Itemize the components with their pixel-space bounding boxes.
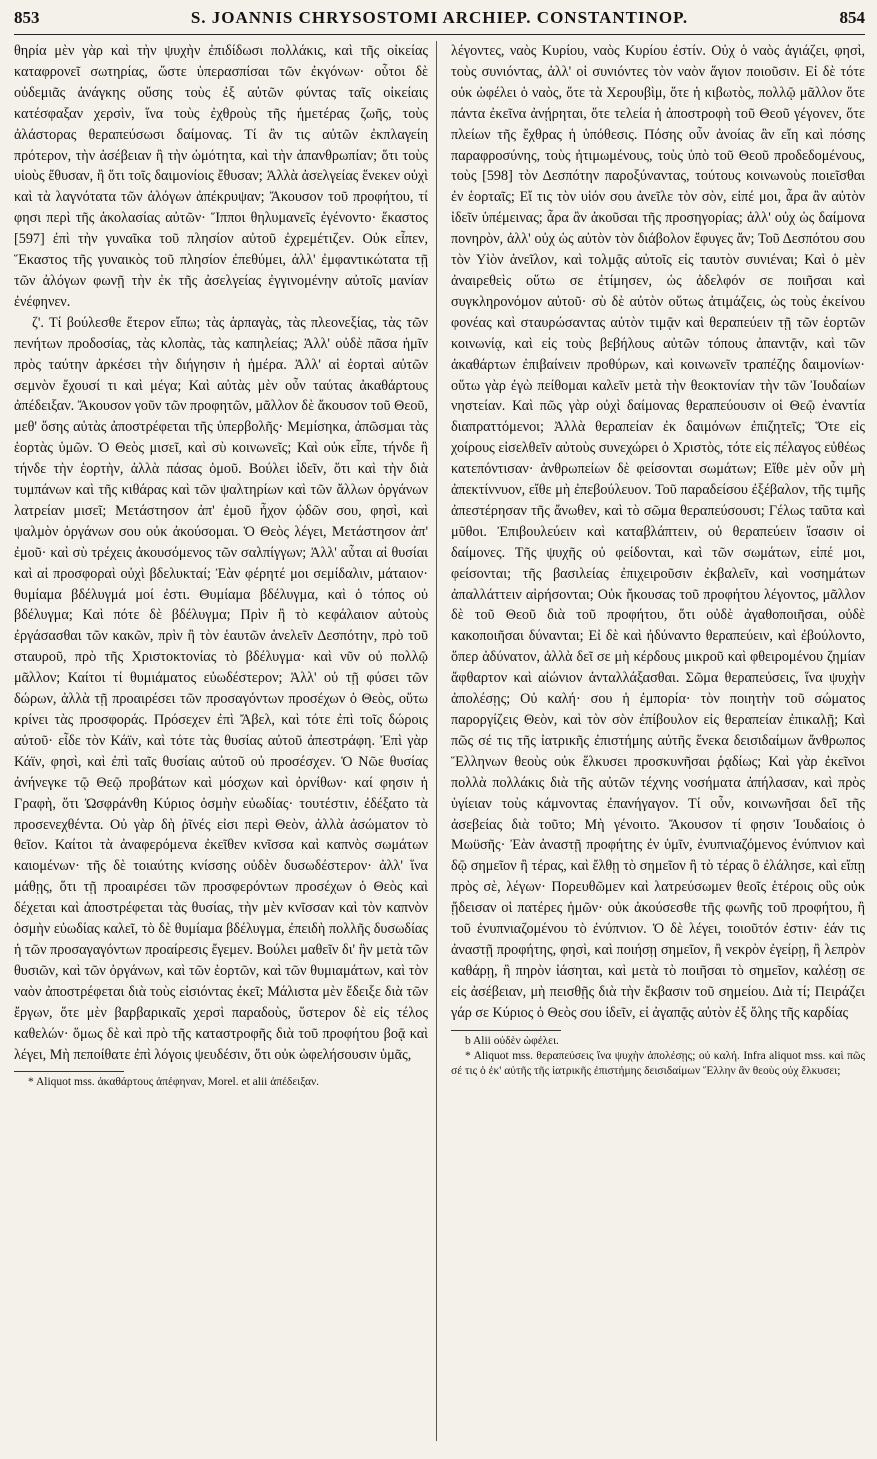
paragraph: λέγοντες, ναὸς Κυρίου, ναὸς Κυρίου ἐστίν. Οὐχ ὁ ναὸς ἁγιάζει, φησὶ, τοὺς συνιόντας, ἀλλ' οἱ συνιόντες τὸν ναὸν ἅγιον ποιοῦσιν. Εἰ δὲ τότε οὐκ ὠφέλει ὁ ναὸς, ὅτε τὰ Χερουβὶμ, ὅτε ἡ κιβωτὸς, πολλῷ μᾶλλον ὅτε πάντα ἐκεῖνα ἀνῄρηται, ὅτε τελεία ἡ ἀποστροφὴ τοῦ Θεοῦ γέγονεν, ὅτε πλείων τῆς ἔχθρας ἡ ὑπόθεσις. Πόσης οὖν ἀνοίας ἂν εἴη καὶ πόσης παραφροσύνης, τοὺς ἠτιμωμένους, τοὺς ὑπὸ τοῦ Θεοῦ προδεδομένους, τοὺς [598] τὸν Δεσπότην παροξύναντας, τούτους κοινωνοὺς ποιεῖσθαι ἐν ἑορταῖς; Εἴ τις τὸν υἱόν σου ἀνεῖλε τὸν σὸν, εἰπέ μοι, ἆρα ἂν αὐτὸν ἰδεῖν ὑπέμεινας; ἆρα ἂν ἀκοῦσαι τῆς προσηγορίας; ἀλλ' οὐχ ὡς δαίμονα πονηρὸν, ἀλλ' οὐχ ὡς αὐτὸν τὸν διάβολον ἔφυγες ἄν; Τοῦ Δεσπότου σου τὸν Υἱὸν ἀνεῖλον, καὶ τολμᾷς αὐτοῖς εἰς ταυτὸν συνιέναι; Καὶ ὁ μὲν ἀναιρεθεὶς οὕτω σε ἐτίμησεν, ὡς ἀδελφόν σε ποιῆσαι καὶ συγκληρονόμον αὐτοῦ· σὺ δὲ αὐτὸν οὕτως ἀτιμάζεις, ὡς τοὺς ἐκείνου φονέας καὶ σταυρώσαντας αὐτὸν τιμᾷν καὶ θεραπεύειν τῇ τῶν ἑορτῶν κοινωνίᾳ, καὶ εἰς τοὺς βεβήλους αὐτῶν τόπους ἀπαντᾷν, καὶ τῶν ἀκαθάρτων ἐπιβαίνειν προθύρων, καὶ κοινωνεῖν τραπέζης δαιμονίων· οὕτω γὰρ ἐγὼ πείθομαι καλεῖν μετὰ τὴν θεοκτονίαν τὴν τῶν Ἰουδαίων νηστείαν. Καὶ πῶς γὰρ οὐχὶ δαίμονας θεραπεύουσιν οἱ Θεῷ ἐναντία διαπραττόμενοι; Ἀλλὰ θεραπείαν ἐκ δαιμόνων ἐπιζητεῖς; Ὅτε εἰς χοίρους εἰσελθεῖν αὐτοὺς συνεχώρει ὁ Χριστὸς, τότε εἰς πέλαγος εὐθέως κατεπόντισαν· ἀνθρωπείων δὲ φείσονται σωμάτων; Εἴθε μὲν οὖν μὴ ἀπεκτίννυον, εἴθε μὴ ἐπεβούλευον. Τοῦ παραδείσου ἐξέβαλον, τῆς τιμῆς ἀπεστέρησαν τῆς ἄνωθεν, καὶ τὸ σῶμα θεραπεύσουσι; Γέλως ταῦτα καὶ μῦθοι. Ἐπιβουλεύειν καὶ καταβλάπτειν, οὐ θεραπεύειν ἴσασιν οἱ δαίμονες. Τῆς ψυχῆς οὐ φείδονται, καὶ τῶν σωμάτων, εἰπέ μοι, φείσονται; τῆς βασιλείας ἐπιχειροῦσιν ἐκβαλεῖν, καὶ νοσημάτων ἀπαλλάττειν αἱρήσονται; Οὐκ ἤκουσας τοῦ προφήτου λέγοντος, μᾶλλον δὲ τοῦ Θεοῦ διὰ τοῦ προφήτου, ὅτι οὐδὲ ἀγαθοποιῆσαι, οὐδὲ κακοποιῆσαι δύνανται; Εἰ δὲ καὶ ἠδύναντο θεραπεύειν, καὶ ἐβούλοντο, ὅπερ ἀδύνατον, ἀλλὰ δεῖ σε μὴ κέρδους μικροῦ καὶ φθειρομένου ζημίαν ἄφθαρτον καὶ αἰώνιον ἀνταλλάξασθαι. Σῶμα θεραπεύσεις, ἵνα ψυχὴν ἀπολέσῃς; Οὐ καλή· σου ἡ ἐμπορία· τὸν ποιητὴν τοῦ σώματος παροργίζεις Θεὸν, καὶ τὸν σὸν ἐπίβουλον εἰς θεραπείαν ἐπικαλῇ; Καὶ πῶς σέ τις τῆς ἰατρικῆς ἐπιστήμης αὐτῆς ἕνεκα δεισιδαίμων ἄνθρωπος Ἕλληνων θεοὺς οὐκ ἕλκυσει προσκυνῆσαι ῥᾳδίως; Καὶ γὰρ ἐκεῖνοι πολλὰ πολλάκις διὰ τῆς αὐτῶν τέχνης νοσήματα ἀπήλασαν, καὶ πρὸς ὑγίειαν τοὺς κάμνοντας ἐπανήγαγον. Τί οὖν, κοινωνῆσαι δεῖ τῆς ἀσεβείας διὰ τοῦτο; Μὴ γένοιτο. Ἄκουσον τί φησιν Ἰουδαίοις ὁ Μωϋσῆς· Ἐὰν ἀναστῇ προφήτης ἐν ὑμῖν, ἐνυπνιαζόμενος ἐνύπνιον καὶ δῷ σημεῖον ἢ τέρας, καὶ ἔλθῃ τὸ σημεῖον ἢ τὸ τέρας ὃ ἐλάλησε, καὶ εἴπῃ πρὸς σὲ, λέγων· Πορευθῶμεν καὶ λατρεύσωμεν θεοῖς ἑτέροις οὓς οὐκ ᾔδεισαν οἱ πατέρες ἡμῶν· οὐκ ἀκούσεσθε τῆς φωνῆς τοῦ προφήτου, ἢ τοῦ ἐνυπνιαζομένου τὸ ἐνύπνιον. Ὁ δὲ λέγει, τοιοῦτόν ἐστιν· ἐάν τις ἀναστῇ προφήτης, φησὶ, καὶ ποιήσῃ σημεῖον, ἢ νεκρὸν ἐγείρῃ, ἢ λεπρὸν καθάρῃ, ἢ πηρὸν ἰάσηται, καὶ μετὰ τὸ ποιῆσαι τὸ σημεῖον, καλέσῃ σε εἰς ἀσέβειαν, μὴ πεισθῇς διὰ τὴν ἔκβασιν τοῦ σημείου. Διὰ τί; Πειράζει γάρ σε Κύριος ὁ Θεὸς σου ἰδεῖν, εἰ ἀγαπᾷς αὐτὸν ἐξ ὅλης τῆς καρδίας (451, 43, 865, 1021)
footnote: * Aliquot mss. θεραπεύσεις ἵνα ψυχὴν ἀπολέσῃς; οὐ καλή. Infra aliquot mss. καὶ πῶς σέ τις ὁ ἐκ' αὐτῆς τῆς ἰατρικῆς ἐπιστήμης δεισιδαίμων Ἕλλην ἂν θεοὺς οὐχ ἕλκυσει; (451, 1049, 865, 1077)
left-column (14, 41, 437, 1441)
footnote-rule (451, 1030, 561, 1031)
right-column (451, 41, 865, 1441)
right-column-text (451, 41, 865, 1024)
footnote: b Alii οὐδὲν ὠφέλει. (465, 1034, 559, 1047)
left-footnotes (14, 1075, 428, 1090)
right-page-number: 854 (839, 8, 865, 27)
footnote: * Aliquot mss. ἀκαθάρτους ἀπέφηναν, Morel. et alii ἀπέδειξαν. (28, 1076, 320, 1089)
running-title: S. JOANNIS CHRYSOSTOMI ARCHIEP. CONSTANTINOP. (190, 8, 689, 27)
left-column-text (14, 41, 428, 1065)
paragraph: ζ'. Τί βούλεσθε ἕτερον εἴπω; τὰς ἁρπαγὰς, τὰς πλεονεξίας, τὰς τῶν πενήτων προδοσίας, τὰς κλοπὰς, τὰς καπηλείας; Ἀλλ' οὐδὲ πᾶσα ἡμῖν πρὸς ταύτην ἀρκέσει τὴν διήγησιν ἡ ἡμέρα. Ἀλλ' αἱ ἑορταὶ αὐτῶν σεμνὸν ἔχουσί τι καὶ μέγα; Καὶ αὐτὰς μὲν οὖν ταύτας ἀκαθάρτους ἀπέδειξαν. Ἄκουσον γοῦν τῶν προφητῶν, μᾶλλον δὲ ἄκουσον τοῦ Θεοῦ, μεθ' ὅσης αὐτὰς ἀποστρέφεται τῆς ὑπερβολῆς· Μεμίσηκα, ἀπῶσμαι τὰς ἑορτὰς ὑμῶν. Ὁ Θεὸς μισεῖ, καὶ σὺ κοινωνεῖς; Καὶ οὐκ εἶπε, τήνδε ἢ τήνδε τὴν ἑορτὴν, ἀλλὰ πάσας ὁμοῦ. Βούλει ἰδεῖν, ὅτι καὶ τὴν διὰ τυμπάνων καὶ τῆς κιθάρας καὶ τῶν ψαλτηρίων καὶ τῶν ἄλλων ὀργάνων λατρείαν μισεῖ; Μετάστησον ἀπ' ἐμοῦ ἦχον ᾠδῶν σου, φησὶ, καὶ ψαλμὸν ὀργάνων σου οὐκ ἀκούσομαι. Ὁ Θεὸς λέγει, Μετάστησον ἀπ' ἐμοῦ· καὶ σὺ τρέχεις ἀκουσόμενος τῶν σαλπίγγων; Ἀλλ' αὗται αἱ θυσίαι καὶ αἱ προσφοραὶ οὐχὶ βδελυκταί; Ἐὰν φέρητέ μοι σεμίδαλιν, μάταιον· θυμίαμα βδέλυγμά μοί ἐστι. Θυμίαμα βδέλυγμα, καὶ ὁ τόπος οὐ βδέλυγμα; Καὶ πότε δὲ βδέλυγμα; Πρὶν ἢ τὸ κεφάλαιον αὐτοὺς ἐργάσασθαι τῶν κακῶν, πρὶν ἢ τὸν ἑαυτῶν ἀνελεῖν Δεσπότην, πρὸ τοῦ σταυροῦ, πρὸ τῆς Χριστοκτονίας τὸ βδέλυγμα· καὶ νῦν οὐ πολλῷ μᾶλλον; Καίτοι τί θυμιάματος εὐωδέστερον; Ἀλλ' οὐ τῇ φύσει τῶν δώρων, ἀλλὰ τῇ προαιρέσει τῶν προσαγόντων προσέχων ὁ Θεὸς, οὕτω κρίνει τὰς προσφοράς. Πρόσεχεν ἐπὶ Ἄβελ, καὶ τότε ἐπὶ τοῖς δώροις αὐτοῦ· εἶδε τὸν Κάϊν, καὶ τότε τὰς θυσίας αὐτοῦ ἀπεστράφη. Ἐπὶ γὰρ Κάϊν, φησὶ, καὶ ἐπὶ ταῖς θυσίαις αὐτοῦ οὐ προσέσχεν. Ὁ Νῶε θυσίας ἀνήνεγκε τῷ Θεῷ προβάτων καὶ μόσχων καὶ ὀρνίθων· καί φησιν ἡ Γραφὴ, ὅτι Ὠσφράνθη Κύριος ὀσμὴν εὐωδίας· τουτέστιν, ἐδέξατο τὰ προσενεχθέντα. Οὐ γὰρ δὴ ῥῖνές εἰσι περὶ Θεὸν, ἀλλὰ ἀσώματον τὸ θεῖον. Καίτοι τὰ ἀναφερόμενα ἐκεῖθεν κνῖσσα καὶ καπνὸς σωμάτων καιομένων· τῆς δὲ τοιαύτης κνίσσης οὐδὲν δυσωδέστερον· ἀλλ' ἵνα μάθῃς, ὅτι τῇ προαιρέσει τῶν προσφερόντων προσέχων ὁ Θεὸς καὶ δέχεται καὶ ἀποστρέφεται τὰς θυσίας, τὴν μὲν κνῖσσαν καὶ τὸν καπνὸν ὀσμὴν εὐωδίας καλεῖ, τὸ δὲ θυμίαμα βδέλυγμα, ἐπειδὴ πολλῆς δυσωδίας ἡ τῶν προσαγαγόντων προαίρεσις ἔγεμεν. Βούλει μαθεῖν δι' ἣν μετὰ τῶν θυσιῶν, καὶ τῶν ὀργάνων, καὶ τῶν ἑορτῶν, καὶ τῶν θυμιαμάτων, καὶ τὸν ναὸν ἀποστρέφεται διὰ τοὺς εἰσιόντας ἐκεῖ; Μάλιστα μὲν ἔδειξε διὰ τῶν ἔργων, ὅτε μὲν βαρβαρικαῖς χερσὶ παραδοὺς, ὕστερον δὲ εἰς τέλος καθελών· ὅμως δὲ καὶ πρὸ τῆς καταστροφῆς διὰ τοῦ προφήτου βοᾷ καὶ λέγει, Μὴ πεποίθατε ἐπὶ λόγοις ψευδέσιν, ὅτι οὐκ ὠφελήσουσιν ὑμᾶς, (14, 314, 428, 1063)
footnote-rule (14, 1071, 124, 1072)
left-page-number: 853 (14, 8, 40, 27)
right-footnotes (451, 1034, 865, 1079)
paragraph: θηρία μὲν γὰρ καὶ τὴν ψυχὴν ἐπιδίδωσι πολλάκις, καὶ τῆς οἰκείας καταφρονεῖ σωτηρίας, ὥστε ὑπερασπίσαι τῶν ἐκγόνων· οὗτοι δὲ οὐδεμιᾶς ἀνάγκης οὔσης τοὺς ἐξ αὐτῶν φύντας ταῖς οἰκείαις κατέσφαξαν χερσὶν, ἵνα τοὺς ἐχθροὺς τῆς ἡμετέρας ζωῆς, τοὺς ἀλάστορας θεραπεύσωσι δαίμονας. Τί ἂν τις αὐτῶν ἐκπλαγείη πρότερον, τὴν ἀσέβειαν ἢ τὴν ὠμότητα, καὶ τὴν ἀπανθρωπίαν; ὅτι τοὺς υἱοὺς ἔθυσαν, ἢ ὅτι τοῖς δαιμονίοις ἔθυσαν; Ἀλλὰ ἀσελγείας ἕνεκεν οὐχὶ καὶ τὰ λαγνότατα τῶν ἀλόγων ἀπέκρυψαν; Ἄκουσον τοῦ προφήτου, τί φησι περὶ τῆς ἀκολασίας αὐτῶν· Ἵπποι θηλυμανεῖς ἐγένοντο· ἕκαστος [597] ἐπὶ τὴν γυναῖκα τοῦ πλησίον αὐτοῦ ἐχρεμέτιζεν. Οὐκ εἶπεν, Ἕκαστος τῆς γυναικὸς τοῦ πλησίον ἐπεθύμει, ἀλλ' ἐμφαντικώτατα τῇ τῶν ἀλόγων φωνῇ τὴν ἐκ τῆς ἀσελγείας ἐγγινομένην αὐτοῖς μανίαν ἐνέφηνεν. (14, 43, 428, 310)
running-header (14, 8, 865, 35)
two-column-body (14, 41, 865, 1441)
